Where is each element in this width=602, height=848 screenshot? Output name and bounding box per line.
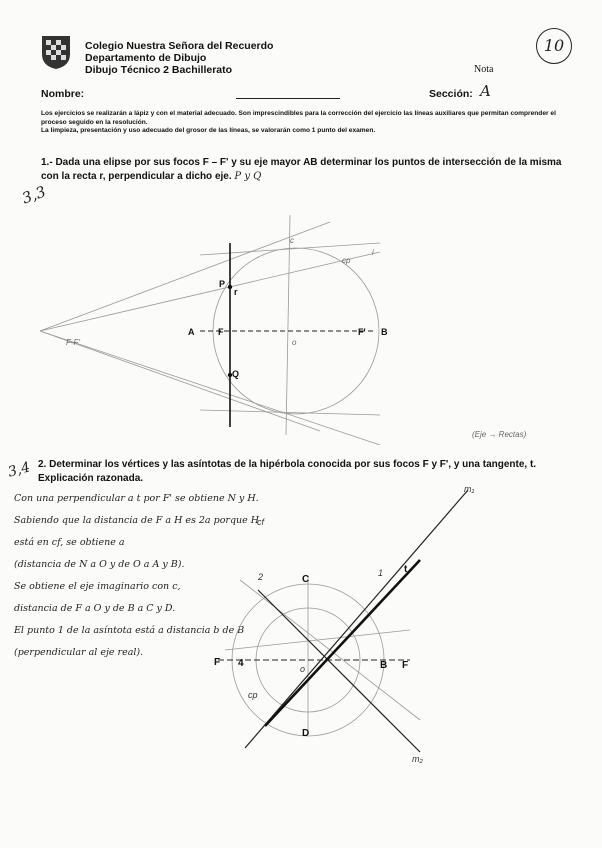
instructions: [41, 110, 581, 136]
note-line: distancia de F a O y de B a C y D.: [14, 603, 176, 614]
label-one: 1: [378, 568, 384, 578]
label-o: o: [300, 664, 306, 674]
question-1-answer: P y Q: [234, 171, 262, 182]
label-q: Q: [232, 369, 240, 379]
question-1: [41, 156, 571, 184]
note-line: El punto 1 de la asíntota está a distancia b de B: [14, 625, 245, 636]
aux-line-6: [200, 410, 380, 415]
label-m2: m₂: [412, 754, 423, 764]
school-name: Colegio Nuestra Señora del Recuerdo: [85, 40, 274, 52]
question-2-text: 2. Determinar los vértices y las asíntotas de la hipérbola conocida por sus focos F y F', y una tangente, t. Explicación razonada.: [38, 459, 537, 484]
section-value: A: [480, 82, 491, 100]
label-cp: cp: [342, 256, 351, 265]
label-t: t: [404, 564, 408, 575]
label-f: F: [218, 327, 224, 337]
label-m1: m₁: [464, 484, 475, 494]
name-line: [236, 98, 340, 99]
label-c: c: [290, 236, 294, 245]
label-r: r: [234, 287, 238, 297]
label-b: B: [380, 660, 388, 671]
note-line: (perpendicular al eje real).: [14, 647, 144, 658]
label-i: i: [372, 248, 374, 257]
instructions-line-2: La limpieza, presentación y uso adecuado del grosor de las líneas, se valorarán como 1 punto del examen.: [41, 127, 376, 134]
school-header: [85, 40, 273, 76]
note-line: Se obtiene el eje imaginario con c,: [14, 581, 181, 592]
label-p: P: [219, 279, 226, 289]
aux-line-3: [40, 222, 330, 331]
hyperbola-construction: [0, 480, 602, 780]
note-line: Con una perpendicular a t por F' se obtiene N y H.: [14, 493, 259, 504]
section-label: Sección:: [429, 88, 473, 100]
question-2-grade: 3,4: [6, 459, 32, 481]
aux-line-4: [40, 331, 320, 431]
label-c: C: [302, 574, 310, 585]
question-1-grade: 3,3: [19, 182, 49, 208]
label-two: 2: [258, 572, 264, 582]
label-a: 4: [238, 658, 244, 669]
label-cf: cf: [257, 517, 265, 527]
question-1-text: 1.- Dada una elipse por sus focos F – F' y su eje mayor AB determinar los puntos de intersección de la misma con la recta r, perpendicular a dicho eje.: [41, 157, 562, 182]
label-f2: F: [402, 660, 409, 671]
label-d: D: [302, 728, 310, 739]
note-line: Sabiendo que la distancia de F a H es 2a porque H está en cf, se obtiene a: [14, 515, 260, 548]
note-line: (distancia de N a O y de O a A y B).: [14, 559, 185, 570]
label-note: (Eje → Rectas): [472, 430, 527, 439]
department-name: Departamento de Dibujo: [85, 52, 207, 64]
label-b: B: [381, 327, 388, 337]
aux-line-2: [40, 331, 380, 445]
label-o: o: [292, 338, 297, 347]
label-cp: cp: [248, 690, 258, 700]
aux-line-1: [40, 252, 380, 331]
label-a: A: [188, 327, 195, 337]
name-label: Nombre:: [41, 88, 85, 100]
course-name: Dibujo Técnico 2 Bachillerato: [85, 64, 233, 76]
label-ff: F-F': [66, 338, 80, 347]
ellipse-construction: [0, 195, 602, 445]
school-logo: [40, 34, 72, 70]
asymptote-m1: [245, 490, 468, 748]
label-f: F: [214, 657, 221, 668]
aux-line-b: [225, 630, 410, 650]
label-f2: F': [358, 327, 366, 337]
asymptote-m2: [258, 590, 420, 752]
point-p: [228, 285, 232, 289]
nota-label: Nota: [474, 64, 494, 75]
instructions-line-1: Los ejercicios se realizarán a lápiz y con el material adecuado. Son imprescindibles para la corrección del ejercicio las líneas auxiliares que permitan comprender el proceso seguido en la resolución.: [41, 110, 556, 126]
score-circle: 10: [536, 28, 572, 64]
